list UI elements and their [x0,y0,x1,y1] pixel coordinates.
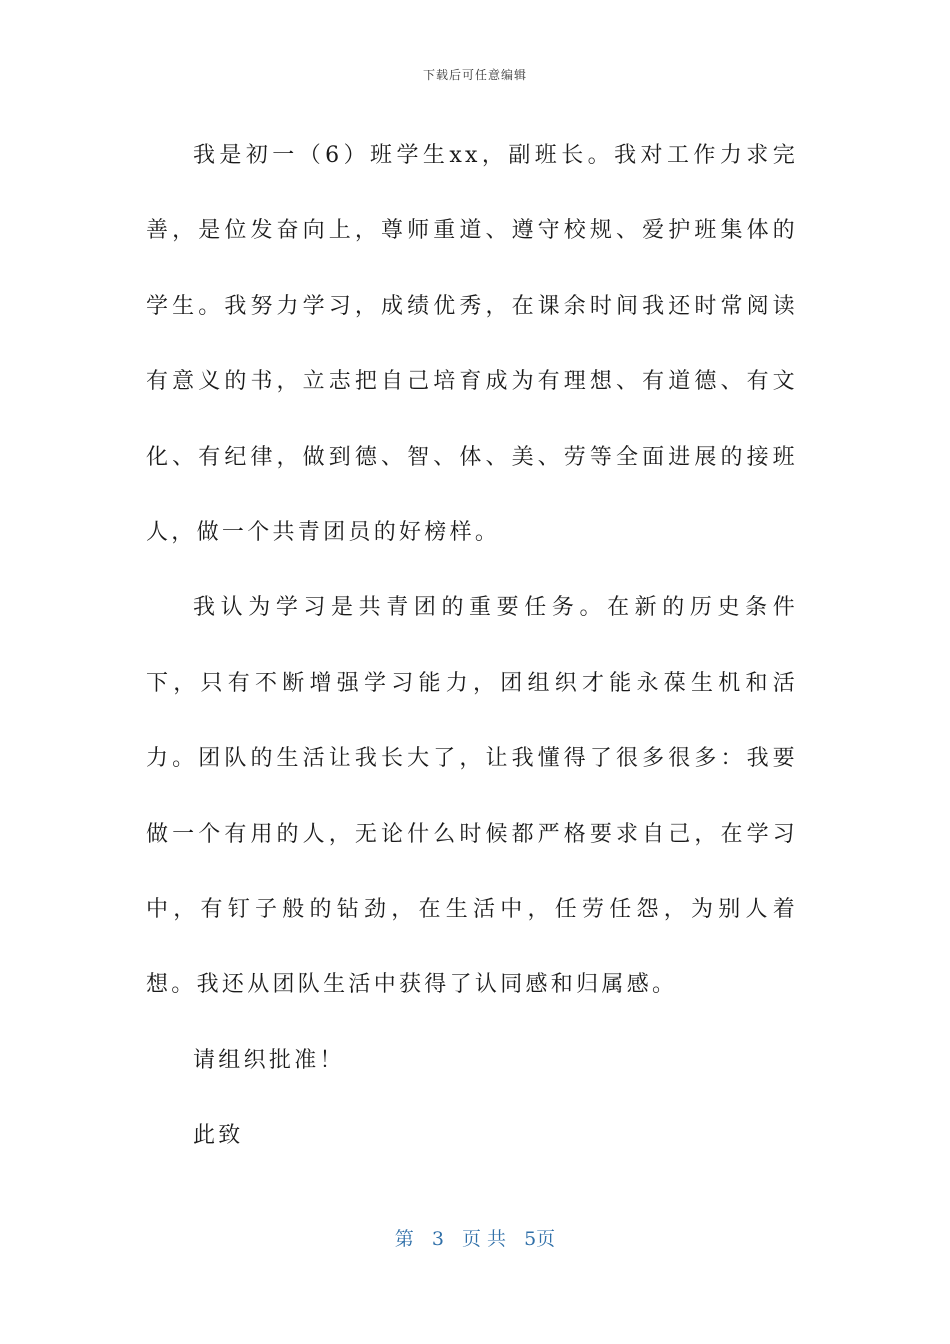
document-body [146,118,798,1174]
total-pages: 5页 [524,1228,556,1250]
page-header: 下载后可任意编辑 [422,68,527,82]
paragraph-study-view: 我认为学习是共青团的重要任务。在新的历史条件下，只有不断增强学习能力，团组织才能永葆生机和活力。团队的生活让我长大了，让我懂得了很多很多：我要做一个有用的人，无论什么时候都严格要求自己，在学习中，有钉子般的钻劲，在生活中，任劳任怨，为别人着想。我还从团队生活中获得了认同感和归属感。 [146,595,798,998]
paragraph-self-introduction: 我是初一（6）班学生xx，副班长。我对工作力求完善，是位发奋向上，尊师重道、遵守校规、爱护班集体的学生。我努力学习，成绩优秀，在课余时间我还时常阅读有意义的书，立志把自己培育成为有理想、有道德、有文化、有纪律，做到德、智、体、美、劳等全面进展的接班人，做一个共青团员的好榜样。 [146,143,798,546]
current-page-number: 3 [431,1228,444,1250]
footer-middle: 页 共 [462,1228,507,1250]
paragraph-request-approval: 请组织批准！ [193,1047,345,1073]
paragraph-closing: 此致 [193,1123,244,1149]
page-footer [0,1224,950,1251]
footer-prefix: 第 [394,1228,414,1250]
